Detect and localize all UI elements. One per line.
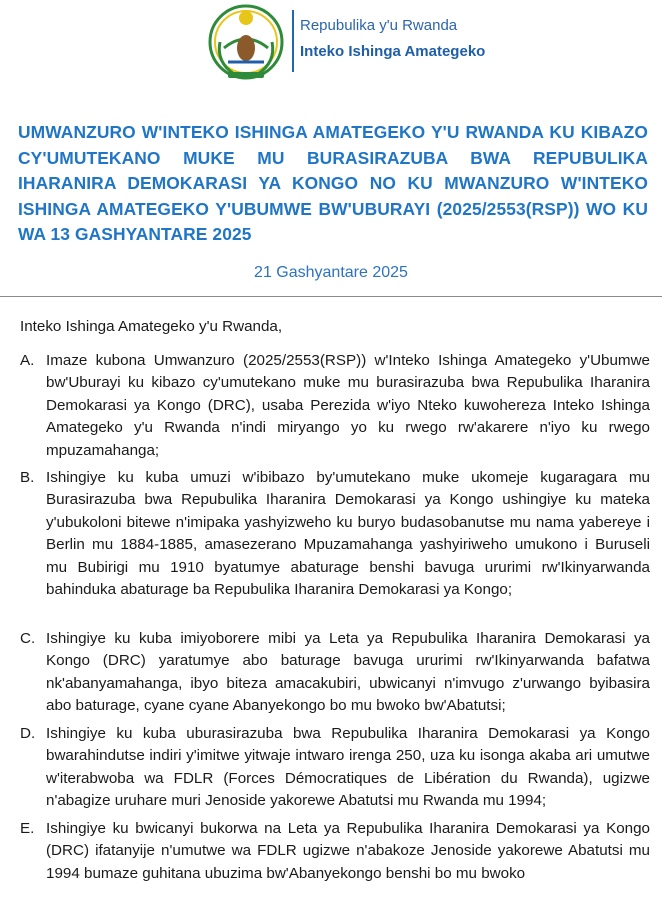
document-date: 21 Gashyantare 2025 (254, 264, 408, 281)
brand-institution: Inteko Ishinga Amategeko (300, 43, 486, 60)
letterhead (0, 0, 662, 90)
paragraph-letter: E. (20, 820, 35, 837)
paragraph-text: Ishingiye ku bwicanyi bukorwa na Leta ya Repubulika Iharanira Demokarasi ya Kongo (DRC) ifatanyije n'umutwe wa FDLR ugizwe n'abakoze Jenoside yakorewe Abatutsi mu 1994 bumaze guhitana ubuzima bw'Abanyekongo benshi bo mu bwoko (46, 820, 650, 882)
paragraph-a (20, 350, 650, 462)
coat-of-arms-seal (206, 2, 286, 86)
paragraph-b (20, 467, 650, 601)
paragraph-c (20, 628, 650, 718)
paragraph-letter: A. (20, 352, 35, 369)
paragraph-text: Ishingiye ku kuba umuzi w'ibibazo by'umutekano muke ukomeje kugaragara mu Burasirazuba bwa Repubulika Iharanira Demokarasi ya Kongo ushingiye ku mateka y'ubukoloni bitewe n'imipaka yashyizweho ku buryo budasobanutse mu nama yabereye i Berlin mu 1884-1885, amasezerano Mpuzamahanga yashyiriweho umukono i Buruseli mu Bubirigi mu 1910 byatumye abaturage benshi bavuga ururimi rw'Ikinyarwanda bahinduka abaturage ba Repubulika Iharanira Demokarasi ya Kongo; (46, 469, 650, 599)
brand-country: Repubulika y'u Rwanda (300, 17, 458, 34)
paragraph-text: Ishingiye ku kuba imiyoborere mibi ya Leta ya Repubulika Iharanira Demokarasi ya Kongo (DRC) yaratumye abo baturage bavuga ururimi rw'Ikinyarwanda bafatwa nk'abanyamahanga, ibyo biteza amacakubiri, ubwicanyi n'imvugo z'urwango byibasira abo baturage, cyane cyane Abanyekongo bo mu bwoko bw'Abatutsi; (46, 630, 650, 715)
paragraph-e (20, 818, 650, 885)
divider (0, 296, 662, 297)
document-title: UMWANZURO W'INTEKO ISHINGA AMATEGEKO Y'U RWANDA KU KIBAZO CY'UMUTEKANO MUKE MU BURASIRAZUBA BWA REPUBULIKA IHARANIRA DEMOKARASI YA KONGO NO KU MWANZURO W'INTEKO ISHINGA AMATEGEKO Y'UBUMWE BW'UBURAYI (2025/2553(RSP)) WO KU WA 13 GASHYANTARE 2025 (18, 122, 648, 245)
preamble: Inteko Ishinga Amategeko y'u Rwanda, (20, 318, 283, 335)
paragraph-letter: B. (20, 469, 35, 486)
brand-divider (292, 10, 294, 72)
paragraph-letter: D. (20, 725, 36, 742)
paragraph-text: Imaze kubona Umwanzuro (2025/2553(RSP)) w'Inteko Ishinga Amategeko y'Ubumwe bw'Uburayi ku kibazo cy'umutekano muke mu burasirazuba bwa Repubulika Iharanira Demokarasi ya Kongo (DRC), usaba Perezida w'iyo Nteko kuwohereza Inteko Ishinga Amategeko y'u Rwanda n'indi miryango yo ku rwego rw'akarere n'iyo ku rwego mpuzamahanga; (46, 352, 650, 459)
paragraph-letter: C. (20, 630, 36, 647)
paragraph-d (20, 723, 650, 813)
paragraph-text: Ishingiye ku kuba uburasirazuba bwa Repubulika Iharanira Demokarasi ya Kongo bwarahindutse indiri y'imitwe yitwaje intwaro irenga 250, uza ku isonga akaba ari umutwe w'iterabwoba wa FDLR (Forces Démocratiques de Libération du Rwanda), ugizwe n'abagize uruhare muri Jenoside yakorewe Abatutsi mu Rwanda mu 1994; (46, 725, 650, 810)
